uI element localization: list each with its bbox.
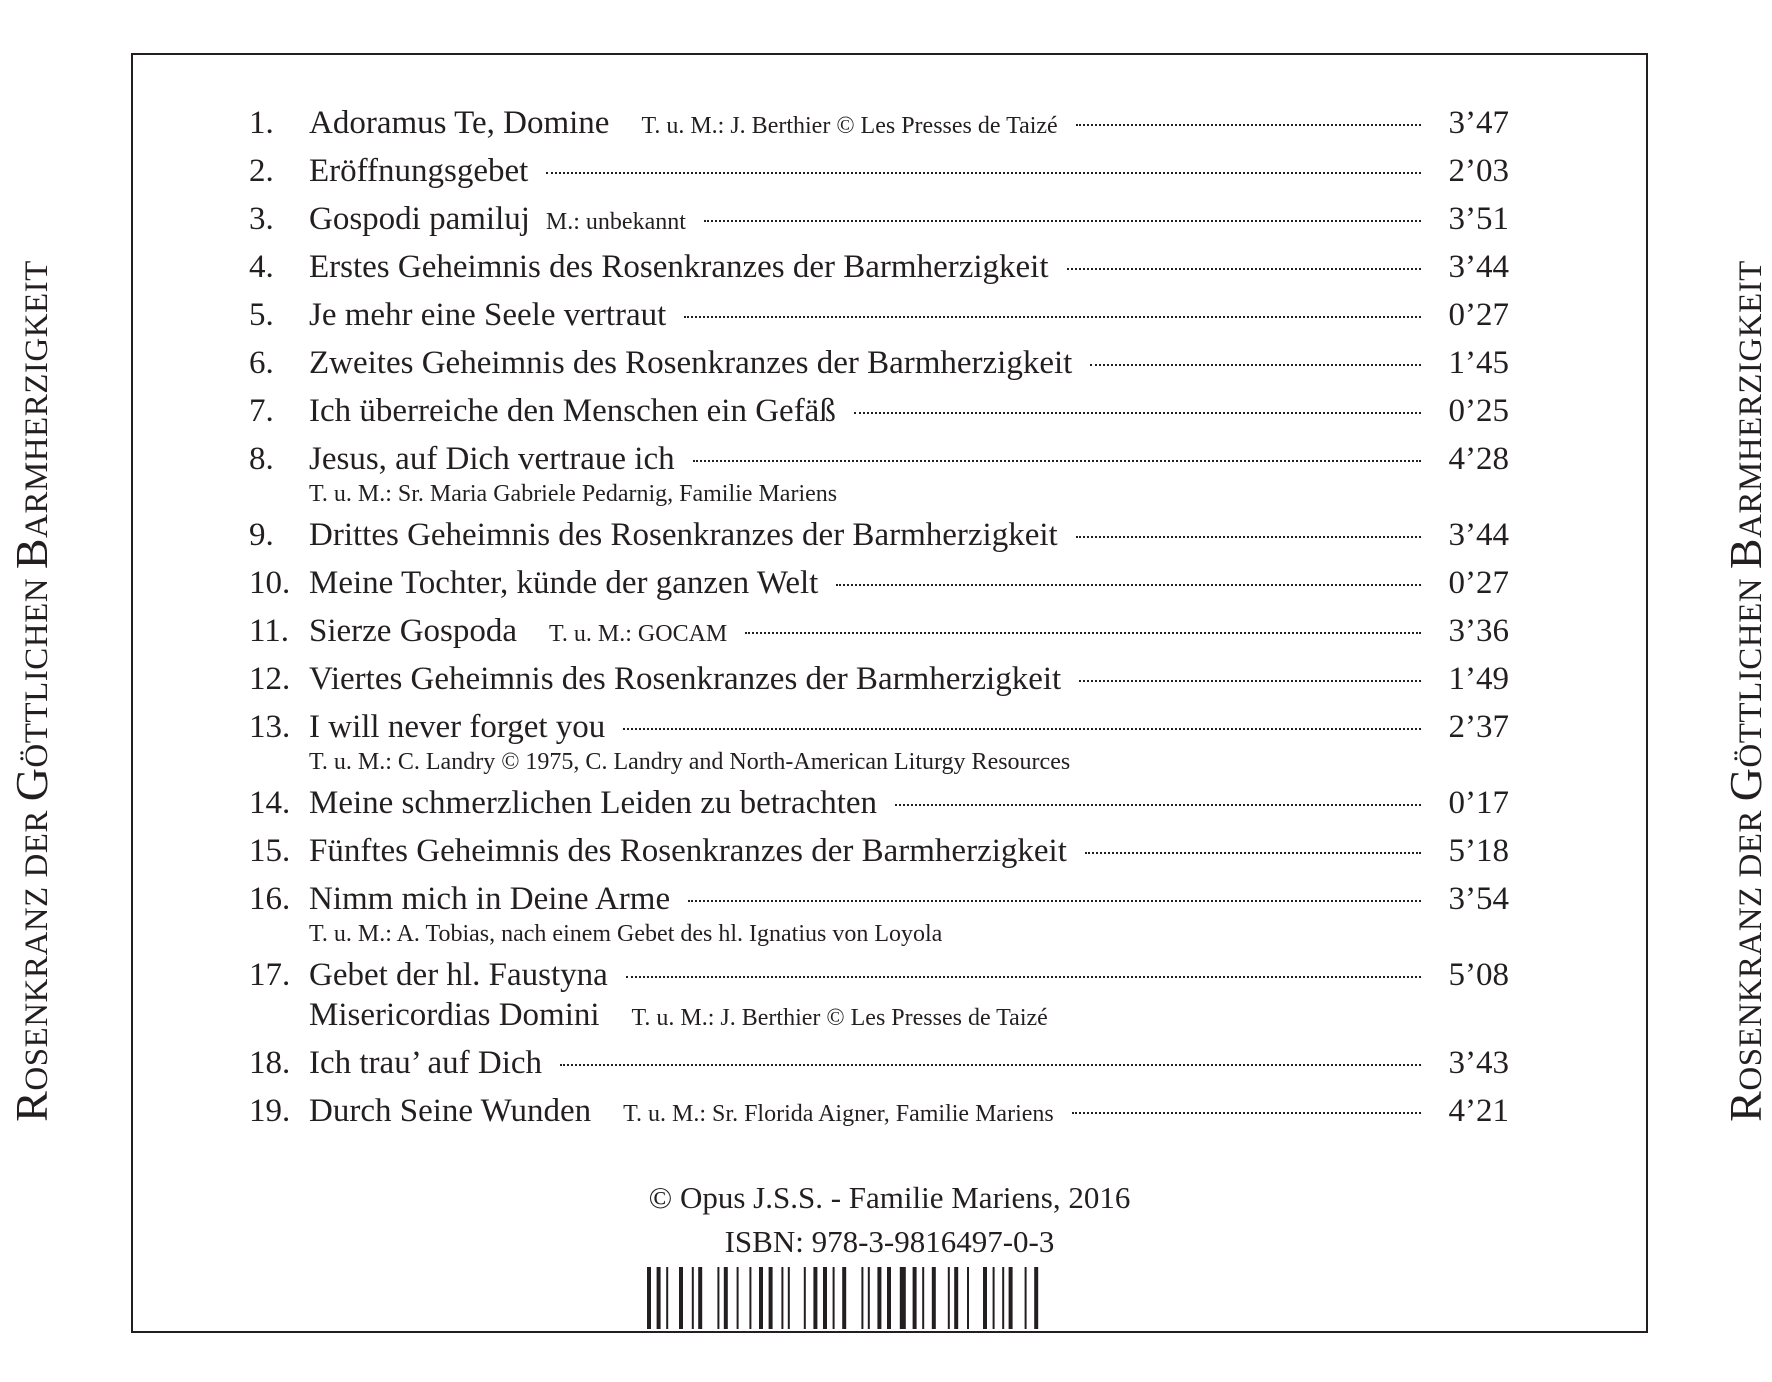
track-duration: 0’27: [1448, 565, 1509, 601]
track-title: Meine Tochter, künde der ganzen Welt: [309, 565, 819, 601]
leader-dots: [688, 900, 1421, 902]
track-duration: 0’17: [1448, 785, 1509, 821]
track-title: Fünftes Geheimnis des Rosenkranzes der Barmherzigkeit: [309, 833, 1067, 869]
track-duration: 3’47: [1448, 105, 1509, 141]
leader-dots: [1085, 852, 1421, 854]
track-item: [249, 957, 1509, 1045]
track-title: Zweites Geheimnis des Rosenkranzes der Barmherzigkeit: [309, 345, 1073, 381]
track-item: [249, 661, 1509, 709]
track-item: [249, 249, 1509, 297]
leader-dots: [1067, 268, 1421, 270]
barcode-bar: [1025, 1267, 1027, 1329]
leader-dots: [1076, 124, 1421, 126]
track-title: Ich überreiche den Menschen ein Gefäß: [309, 393, 836, 429]
track-title: Durch Seine Wunden: [309, 1093, 592, 1129]
track-duration: 3’44: [1448, 249, 1509, 285]
leader-dots: [836, 584, 1421, 586]
track-number: 19.: [249, 1093, 291, 1129]
track-item: [249, 201, 1509, 249]
barcode-bar: [877, 1267, 881, 1329]
barcode-bar: [913, 1267, 917, 1329]
isbn: ISBN: 978-3-9816497-0-3: [724, 1224, 1055, 1259]
leader-dots: [1090, 364, 1421, 366]
track-item: [249, 1093, 1509, 1141]
track-item: [249, 709, 1509, 785]
track-credit-line: T. u. M.: C. Landry © 1975, C. Landry and North-American Liturgy Resources: [309, 749, 1071, 775]
barcode-bar: [823, 1267, 827, 1329]
track-title: Adoramus Te, Domine: [309, 105, 610, 141]
barcode-bar: [737, 1267, 739, 1329]
track-number: 11.: [249, 613, 290, 649]
track-number: 9.: [249, 517, 274, 553]
barcode-bar: [967, 1267, 969, 1329]
track-item: [249, 345, 1509, 393]
track-duration: 2’03: [1448, 153, 1509, 189]
track-duration: 3’36: [1448, 613, 1509, 649]
track-duration: 2’37: [1448, 709, 1509, 745]
barcode-bar: [666, 1267, 668, 1329]
track-duration: 3’54: [1448, 881, 1509, 917]
track-duration: 1’49: [1448, 661, 1509, 697]
track-duration: 5’08: [1448, 957, 1509, 993]
leader-dots: [1079, 680, 1421, 682]
track-title: Jesus, auf Dich vertraue ich: [309, 441, 675, 477]
track-title: Gospodi pamiluj: [309, 201, 530, 237]
barcode-bar: [900, 1267, 906, 1329]
barcode-bar: [833, 1267, 835, 1329]
track-title: Erstes Geheimnis des Rosenkranzes der Barmherzigkeit: [309, 249, 1049, 285]
leader-dots: [704, 220, 1421, 222]
track-duration: 4’28: [1448, 441, 1509, 477]
track-number: 6.: [249, 345, 274, 381]
track-number: 3.: [249, 201, 274, 237]
barcode-bar: [759, 1267, 763, 1329]
barcode-bar: [804, 1267, 806, 1329]
track-title: I will never forget you: [309, 709, 606, 745]
track-number: 5.: [249, 297, 274, 333]
leader-dots: [560, 1064, 1421, 1066]
track-credit: T. u. M.: J. Berthier © Les Presses de Taizé: [641, 113, 1058, 139]
track-title: Je mehr eine Seele vertraut: [309, 297, 667, 333]
spine-title: ROSENKRANZ DER GÖTTLICHEN BARMHERZIGKEIT: [1720, 260, 1771, 1122]
track-credit: T. u. M.: GOCAM: [549, 621, 728, 647]
barcode-bar: [1034, 1267, 1038, 1329]
track-item: [249, 613, 1509, 661]
track-duration: 3’51: [1448, 201, 1509, 237]
track-number: 2.: [249, 153, 274, 189]
track-item: [249, 833, 1509, 881]
track-number: 13.: [249, 709, 291, 745]
leader-dots: [895, 804, 1421, 806]
leader-dots: [626, 976, 1421, 978]
barcode-bar: [948, 1267, 950, 1329]
barcode-bar: [993, 1267, 995, 1329]
track-item: [249, 1045, 1509, 1093]
track-number: 16.: [249, 881, 291, 917]
track-duration: 3’43: [1448, 1045, 1509, 1081]
barcode-bar: [657, 1267, 661, 1329]
track-item: [249, 565, 1509, 613]
barcode-bar: [887, 1267, 891, 1329]
barcode-bar: [842, 1267, 846, 1329]
barcode-bar: [813, 1267, 817, 1329]
track-number: 8.: [249, 441, 274, 477]
barcode-bar: [922, 1267, 924, 1329]
track-number: 17.: [249, 957, 291, 993]
track-number: 1.: [249, 105, 274, 141]
track-number: 10.: [249, 565, 291, 601]
leader-dots: [1072, 1112, 1421, 1114]
barcode-bar: [788, 1267, 790, 1329]
barcode: [647, 1267, 1137, 1329]
barcode-bar: [647, 1267, 651, 1329]
barcode-bar: [1002, 1267, 1004, 1329]
barcode-bar: [679, 1267, 683, 1329]
track-item: [249, 517, 1509, 565]
leader-dots: [1076, 536, 1421, 538]
barcode-bar: [1009, 1267, 1013, 1329]
track-credit-line: T. u. M.: Sr. Maria Gabriele Pedarnig, Familie Mariens: [309, 481, 838, 507]
barcode-bar: [861, 1267, 863, 1329]
barcode-bar: [781, 1267, 783, 1329]
track-title: Eröffnungsgebet: [309, 153, 529, 189]
spine-title: ROSENKRANZ DER GÖTTLICHEN BARMHERZIGKEIT: [6, 260, 57, 1122]
leader-dots: [693, 460, 1421, 462]
track-credit: T. u. M.: Sr. Florida Aigner, Familie Mariens: [623, 1101, 1054, 1127]
leader-dots: [623, 728, 1421, 730]
leader-dots: [854, 412, 1421, 414]
track-title: Sierze Gospoda: [309, 613, 518, 649]
track-duration: 0’27: [1448, 297, 1509, 333]
copyright-notice: © Opus J.S.S. - Familie Mariens, 2016: [648, 1180, 1131, 1215]
track-number: 12.: [249, 661, 291, 697]
barcode-bar: [698, 1267, 702, 1329]
barcode-bar: [724, 1267, 728, 1329]
track-number: 18.: [249, 1045, 291, 1081]
track-duration: 3’44: [1448, 517, 1509, 553]
barcode-bar: [692, 1267, 694, 1329]
track-list: [249, 105, 1509, 1141]
track-title: Nimm mich in Deine Arme: [309, 881, 671, 917]
track-subtitle: Misericordias Domini: [309, 997, 600, 1033]
track-item: [249, 881, 1509, 957]
track-item: [249, 393, 1509, 441]
barcode-bar: [749, 1267, 751, 1329]
track-duration: 5’18: [1448, 833, 1509, 869]
track-duration: 4’21: [1448, 1093, 1509, 1129]
track-item: [249, 105, 1509, 153]
track-item: [249, 441, 1509, 517]
barcode-bar: [983, 1267, 987, 1329]
track-number: 7.: [249, 393, 274, 429]
track-credit: T. u. M.: J. Berthier © Les Presses de Taizé: [631, 1005, 1048, 1031]
track-credit: M.: unbekannt: [545, 209, 686, 235]
track-credit-line: T. u. M.: A. Tobias, nach einem Gebet des hl. Ignatius von Loyola: [309, 921, 943, 947]
track-title: Viertes Geheimnis des Rosenkranzes der Barmherzigkeit: [309, 661, 1062, 697]
barcode-bar: [868, 1267, 870, 1329]
track-item: [249, 785, 1509, 833]
track-title: Ich trau’ auf Dich: [309, 1045, 543, 1081]
track-number: 15.: [249, 833, 291, 869]
track-item: [249, 297, 1509, 345]
track-title: Meine schmerzlichen Leiden zu betrachten: [309, 785, 878, 821]
leader-dots: [684, 316, 1421, 318]
barcode-bar: [769, 1267, 773, 1329]
track-number: 14.: [249, 785, 291, 821]
barcode-bar: [717, 1267, 719, 1329]
track-number: 4.: [249, 249, 274, 285]
barcode-bar: [954, 1267, 958, 1329]
barcode-bar: [932, 1267, 936, 1329]
track-duration: 0’25: [1448, 393, 1509, 429]
leader-dots: [745, 632, 1421, 634]
track-title: Drittes Geheimnis des Rosenkranzes der Barmherzigkeit: [309, 517, 1058, 553]
track-title: Gebet der hl. Faustyna: [309, 957, 608, 993]
track-item: [249, 153, 1509, 201]
leader-dots: [546, 172, 1421, 174]
track-duration: 1’45: [1448, 345, 1509, 381]
